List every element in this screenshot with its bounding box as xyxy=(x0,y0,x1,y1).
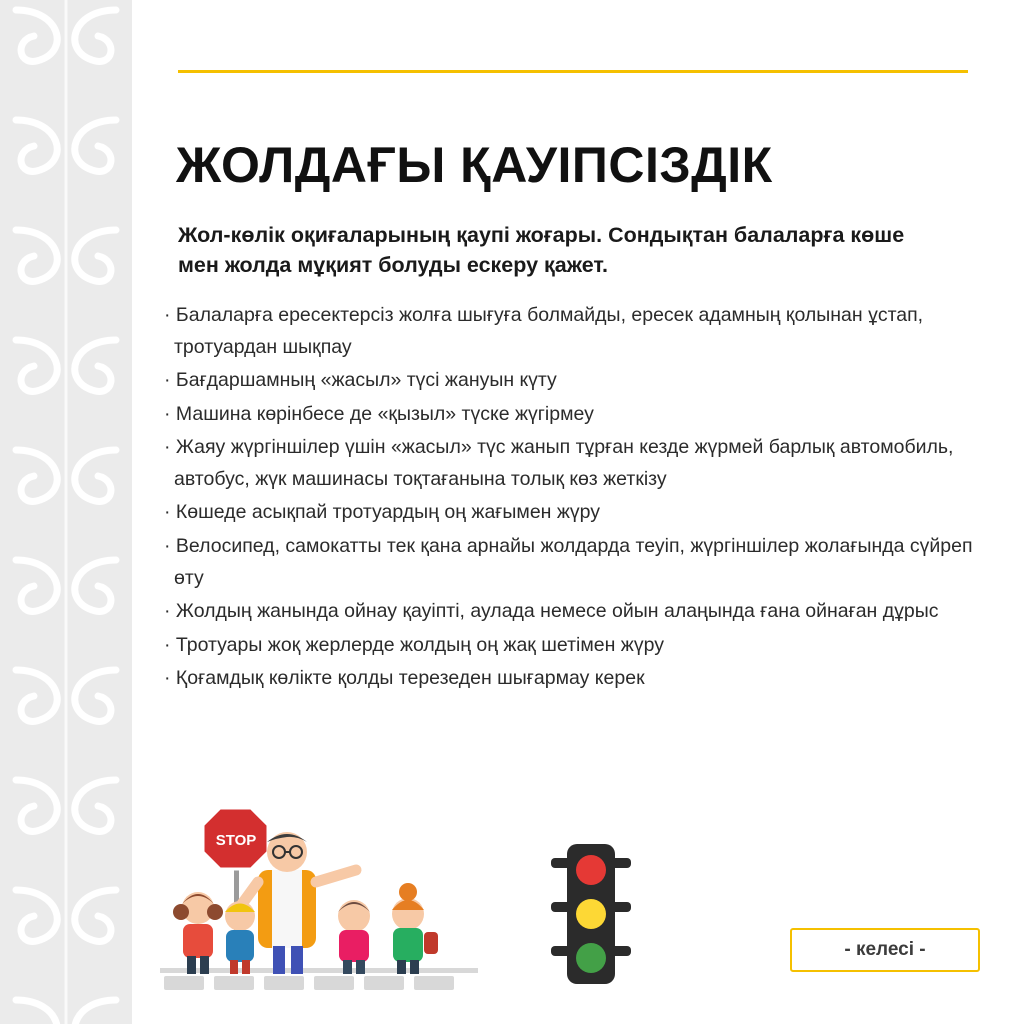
list-item: · Көшеде асықпай тротуардың оң жағымен жүру xyxy=(158,497,988,529)
children-crossing-icon xyxy=(150,800,490,1000)
kazakh-ornament-pattern xyxy=(0,0,132,1024)
list-item: · Жаяу жүргіншілер үшін «жасыл» түс жанып тұрған кезде жүрмей барлық автомобиль, автобус, жүк машинасы тоқтағанына толық көз жеткізу xyxy=(158,432,988,495)
next-button-label: - келесі - xyxy=(844,939,926,960)
next-button[interactable] xyxy=(790,928,980,972)
list-item: · Балаларға ересектерсіз жолға шығуға болмайды, ересек адамның қолынан ұстап, тротуардан шықпау xyxy=(158,300,988,363)
crosswalk-illustration xyxy=(150,800,490,1000)
list-item: · Велосипед, самокатты тек қана арнайы жолдарда теуіп, жүргіншілер жолағында сүйреп өту xyxy=(158,531,988,594)
page-title: ЖОЛДАҒЫ ҚАУІПСІЗДІК xyxy=(176,136,773,193)
list-item: · Тротуары жоқ жерлерде жолдың оң жақ шетімен жүру xyxy=(158,630,988,662)
safety-rules-list xyxy=(158,300,988,697)
list-item: · Машина көрінбесе де «қызыл» түске жүгірмеу xyxy=(158,399,988,431)
traffic-light-illustration xyxy=(545,840,637,988)
list-item: · Қоғамдық көлікте қолды терезеден шығармау керек xyxy=(158,663,988,695)
page-subtitle: Жол-көлік оқиғаларының қаупі жоғары. Сондықтан балаларға көше мен жолда мұқият болуды ескеру қажет. xyxy=(178,222,905,278)
list-item: · Жолдың жанында ойнау қауіпті, аулада немесе ойын алаңында ғана ойнаған дұрыс xyxy=(158,596,988,628)
list-item: · Бағдаршамның «жасыл» түсі жануын күту xyxy=(158,365,988,397)
stop-sign-label: STOP xyxy=(215,832,257,849)
accent-rule xyxy=(178,70,968,73)
traffic-light-icon xyxy=(545,840,637,988)
ornamental-band xyxy=(0,0,132,1024)
